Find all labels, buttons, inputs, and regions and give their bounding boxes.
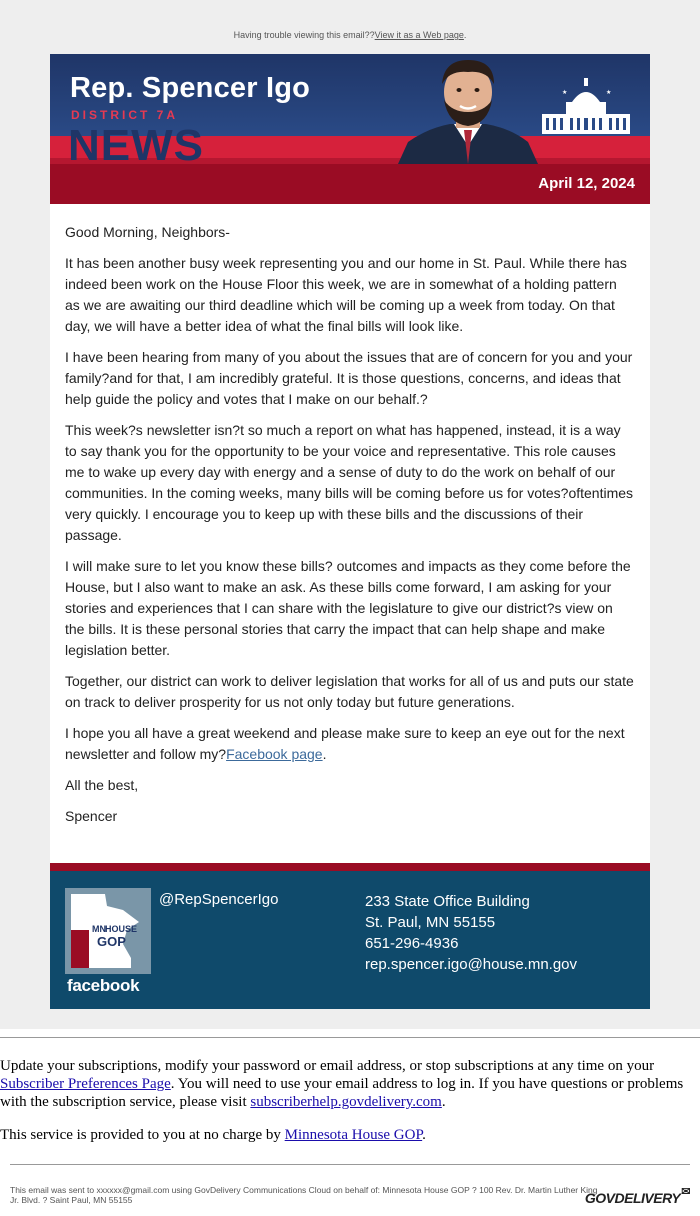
closing: All the best, — [65, 777, 139, 793]
divider — [0, 1037, 700, 1038]
subscription-text-1: Update your subscriptions, modify your password or email address, or stop subscriptions at any time on your — [0, 1058, 655, 1074]
view-web-page-link[interactable]: View it as a Web page — [374, 30, 464, 40]
preheader-suffix: . — [463, 30, 467, 40]
address-line-2: St. Paul, MN 55155 — [365, 914, 496, 931]
email-container — [50, 54, 650, 1009]
subscriber-help-link[interactable]: subscriberhelp.govdelivery.com — [250, 1094, 442, 1110]
rep-name: Rep. Spencer Igo — [70, 72, 311, 104]
mn-house-gop-logo — [65, 888, 151, 974]
contact-footer — [50, 871, 650, 1009]
logo-mn-text: MN — [92, 924, 106, 934]
signature: Spencer — [65, 808, 118, 824]
preheader-text: Having trouble viewing this email?? — [233, 30, 375, 40]
paragraph-2: I have been hearing from many of you about the issues that are of concern for you and your family?and for that, I am incredibly grateful. It is those questions, concerns, and ideas that help guide the policy and votes that I make on our behalf.? — [65, 349, 633, 407]
paragraph-6-suffix: . — [322, 746, 327, 762]
paragraph-4: I will make sure to let you know these bills? outcomes and impacts as they come before the House, but I also want to make an ask. As these bills come forward, I am asking for your stories and experiences that I can share with the legislature to give our district?s view on the bills. It is these personal stories that carry the impact that can help shape and make legislation better. — [65, 558, 631, 658]
service-notice — [0, 1126, 700, 1144]
logo-house-text: HOUSE — [105, 924, 138, 934]
logo-gop-text: GOP — [97, 934, 126, 949]
phone-number: 651-296-4936 — [365, 935, 459, 952]
office-address — [365, 891, 577, 975]
paragraph-6 — [65, 723, 635, 765]
news-wordmark: NEWS — [68, 126, 204, 164]
greeting: Good Morning, Neighbors- — [65, 224, 230, 240]
newsletter-date: April 12, 2024 — [538, 175, 635, 192]
govdelivery-wordmark: GOVDELIVERY — [584, 1190, 681, 1206]
footer-red-band — [50, 863, 650, 871]
envelope-icon: ✉ — [681, 1186, 690, 1198]
legal-divider — [10, 1164, 690, 1165]
subscription-section — [0, 1029, 700, 1144]
govdelivery-logo[interactable] — [584, 1186, 690, 1206]
rep-portrait-image — [398, 54, 538, 164]
service-text-end: . — [422, 1127, 426, 1143]
newsletter-body — [50, 204, 650, 863]
subscription-notice — [0, 1057, 700, 1111]
legal-footer — [10, 1164, 690, 1205]
paragraph-3: This week?s newsletter isn?t so much a report on what has happened, instead, it is a way to say thank you for the opportunity to be your voice and representative. This role causes me to wake up every day with energy and a sense of duty to do the work on behalf of our communities. In the coming weeks, many bills will be coming before us for votes?oftentimes very quickly. I encourage you to keep up with these bills and the discussions of their passage. — [65, 422, 634, 543]
email-address: rep.spencer.igo@house.mn.gov — [365, 956, 578, 973]
address-line-1: 233 State Office Building — [365, 893, 530, 910]
facebook-logo-link[interactable] — [65, 888, 151, 998]
paragraph-6-text: I hope you all have a great weekend and please make sure to keep an eye out for the next newsletter and follow my? — [65, 725, 625, 762]
social-handle: @RepSpencerIgo — [159, 891, 279, 908]
subscription-text-2: . You will need to use your email address to log in. If you have questions or problems with the subscription service, please visit — [0, 1076, 684, 1110]
paragraph-1: It has been another busy week representing you and our home in St. Paul. While there has indeed been work on the House Floor this week, we are in somewhat of a holding pattern as we are awaiting our third deadline which will be coming up a week from today. On that day, we will have a better idea of what the final bills will look like. — [65, 255, 627, 334]
facebook-page-link[interactable]: Facebook page — [226, 746, 323, 762]
preheader — [0, 30, 700, 54]
subscription-text-3: . — [441, 1094, 446, 1110]
minnesota-house-gop-link[interactable]: Minnesota House GOP — [284, 1127, 423, 1143]
svg-text:★: ★ — [562, 90, 568, 96]
paragraph-5: Together, our district can work to deliver legislation that works for all of us and puts our state on track to deliver prosperity for us not only today but future generations. — [65, 673, 634, 710]
subscriber-preferences-link[interactable]: Subscriber Preferences Page — [0, 1076, 171, 1092]
service-text: This service is provided to you at no charge by — [0, 1127, 285, 1143]
svg-text:★: ★ — [606, 90, 612, 96]
district-label: DISTRICT 7A — [71, 108, 179, 122]
facebook-label: facebook — [67, 976, 140, 995]
capitol-icon — [536, 76, 636, 136]
newsletter-banner — [50, 54, 650, 204]
legal-text: This email was sent to xxxxxx@gmail.com using GovDelivery Communications Cloud on behalf of: Minnesota House GOP ? 100 Rev. Dr. Martin Luther King Jr. Blvd. ? Saint Paul, MN 55155 — [10, 1185, 598, 1205]
